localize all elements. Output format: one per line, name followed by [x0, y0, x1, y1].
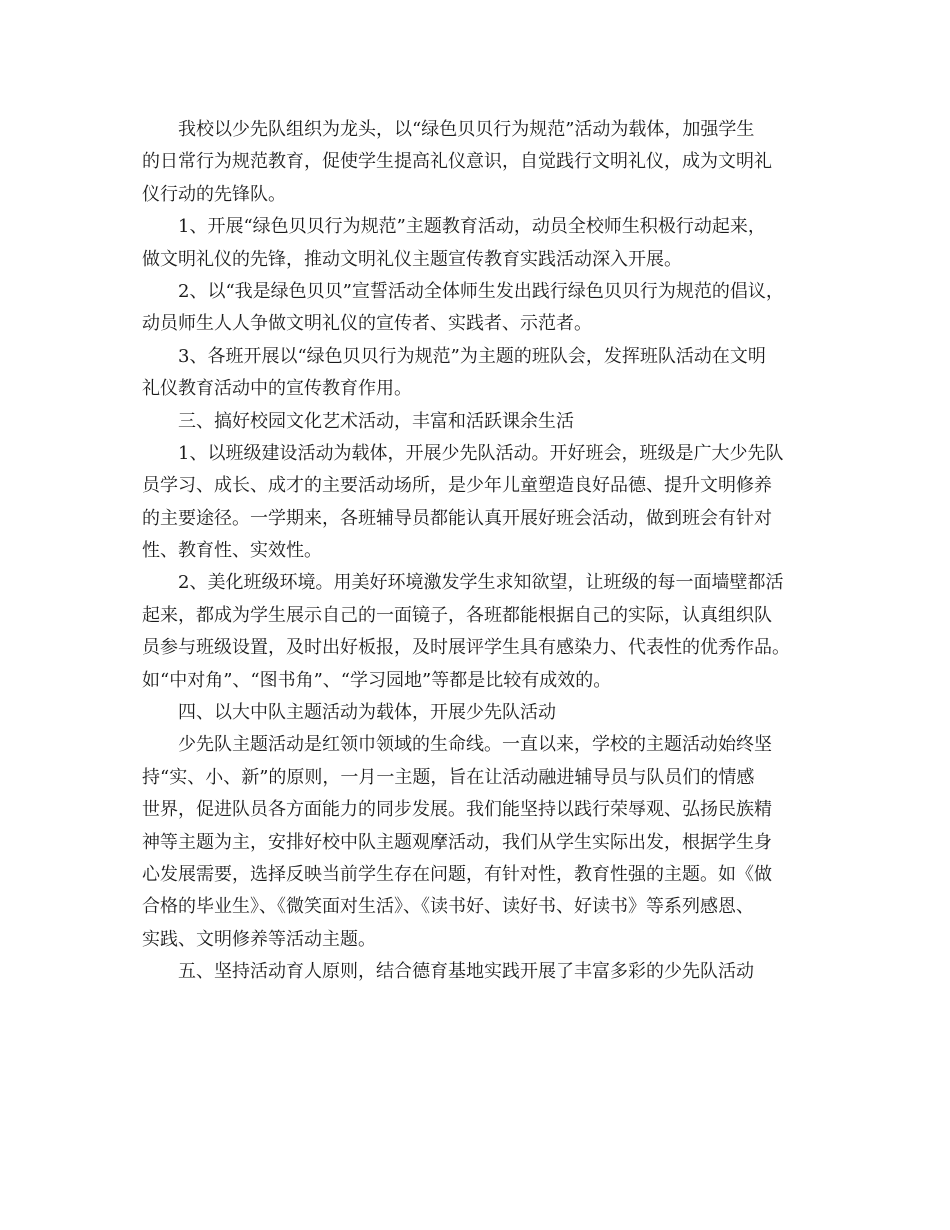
text-line: 性、教育性、实效性。 [142, 540, 322, 562]
text-line: 仪行动的先锋队。 [142, 183, 286, 205]
document-body [142, 114, 842, 989]
text-line: 如“中对角”、“图书角”、“学习园地”等都是比较有成效的。 [142, 669, 612, 691]
text-line: 员学习、成长、成才的主要活动场所，是少年儿童塑造良好品德、提升文明修养 [142, 475, 772, 497]
text-line: 持“实、小、新”的原则，一月一主题，旨在让活动融进辅导员与队员们的情感 [142, 766, 755, 788]
text-line: 五、坚持活动育人原则，结合德育基地实践开展了丰富多彩的少先队活动 [178, 961, 754, 983]
text-line: 2、以“我是绿色贝贝”宣誓活动全体师生发出践行绿色贝贝行为规范的倡议， [178, 280, 784, 302]
text-line: 三、搞好校园文化艺术活动，丰富和活跃课余生活 [178, 410, 574, 432]
text-line: 世界，促进队员各方面能力的同步发展。我们能坚持以践行荣辱观、弘扬民族精 [142, 799, 772, 821]
text-line: 2、美化班级环境。用美好环境激发学生求知欲望，让班级的每一面墙壁都活 [178, 572, 784, 594]
text-line: 合格的毕业生》、《微笑面对生活》、《读书好、读好书、好读书》等系列感恩、 [142, 896, 754, 918]
text-line: 员参与班级设置，及时出好板报，及时展评学生具有感染力、代表性的优秀作品。 [142, 637, 790, 659]
text-line: 实践、文明修养等活动主题。 [142, 928, 376, 950]
text-line: 礼仪教育活动中的宣传教育作用。 [142, 378, 412, 400]
text-line: 心发展需要，选择反映当前学生存在问题，有针对性，教育性强的主题。如《做 [142, 863, 772, 885]
text-line: 的日常行为规范教育，促使学生提高礼仪意识，自觉践行文明礼仪，成为文明礼 [142, 151, 772, 173]
text-line: 神等主题为主，安排好校中队主题观摩活动，我们从学生实际出发，根据学生身 [142, 831, 772, 853]
text-line: 1、开展“绿色贝贝行为规范”主题教育活动，动员全校师生积极行动起来， [178, 216, 766, 238]
text-line: 四、以大中队主题活动为载体，开展少先队活动 [178, 702, 556, 724]
text-line: 的主要途径。一学期来，各班辅导员都能认真开展好班会活动，做到班会有针对 [142, 507, 772, 529]
text-line: 少先队主题活动是红领巾领域的生命线。一直以来，学校的主题活动始终坚 [178, 734, 772, 756]
text-line: 1、以班级建设活动为载体，开展少先队活动。开好班会，班级是广大少先队 [178, 442, 784, 464]
text-line: 3、各班开展以“绿色贝贝行为规范”为主题的班队会，发挥班队活动在文明 [178, 345, 766, 367]
text-line: 动员师生人人争做文明礼仪的宣传者、实践者、示范者。 [142, 313, 592, 335]
text-line: 我校以少先队组织为龙头，以“绿色贝贝行为规范”活动为载体，加强学生 [178, 119, 755, 140]
text-line: 做文明礼仪的先锋，推动文明礼仪主题宣传教育实践活动深入开展。 [142, 248, 682, 270]
text-line: 起来，都成为学生展示自己的一面镜子，各班都能根据自己的实际，认真组织队 [142, 604, 772, 626]
